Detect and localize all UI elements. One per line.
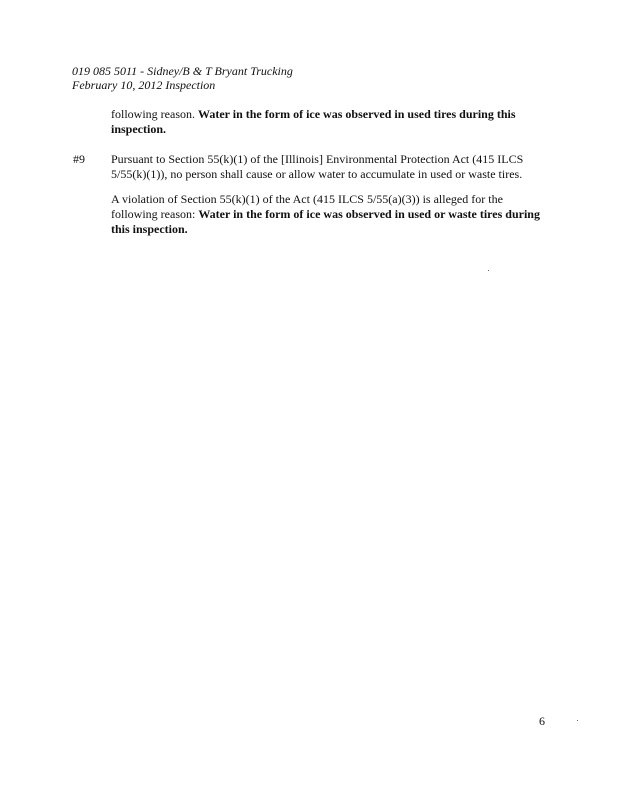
header-line-case: 019 085 5011 - Sidney/B & T Bryant Trucking [72, 64, 293, 78]
item-paragraph-violation [111, 192, 551, 237]
page-header [72, 64, 293, 92]
item-number: #9 [73, 152, 85, 166]
violation-plain: A violation of Section 55(k)(1) of the Act (415 ILCS 5/55(a)(3)) is alleged for the following reason: [111, 192, 503, 221]
continued-paragraph-bold: Water in the form of ice was observed in used tires during this inspection. [111, 107, 516, 136]
continued-paragraph-plain: following reason. [111, 107, 198, 121]
item-paragraph-statute: Pursuant to Section 55(k)(1) of the [Illinois] Environmental Protection Act (415 ILCS 5/55(k)(1)), no person shall cause or allow water to accumulate in used or waste tires. [111, 152, 524, 181]
scan-speck [488, 270, 489, 271]
violation-bold: Water in the form of ice was observed in used or waste tires during this inspection. [111, 207, 540, 236]
scan-speck [577, 720, 578, 721]
header-line-date: February 10, 2012 Inspection [72, 78, 216, 92]
continued-paragraph [111, 107, 531, 137]
page-number: 6 [539, 714, 545, 728]
